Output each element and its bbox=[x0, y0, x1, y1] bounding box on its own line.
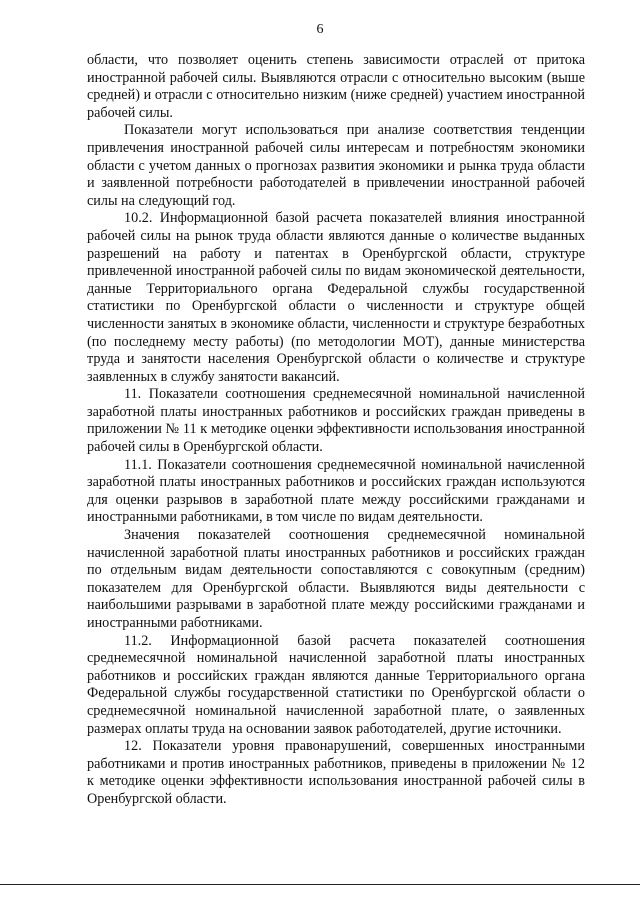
paragraph-12: 12. Показатели уровня правонарушений, совершенных иностранными работниками и против иностранных работников, приведены в приложении № 12 к методике оценки эффективности использования иностранной рабочей силы в Оренбургской области. bbox=[87, 738, 585, 807]
paragraph-10-2: 10.2. Информационной базой расчета показателей влияния иностранной рабочей силы на рынок труда области являются данные о количестве выданных разрешений на работу и патентах в Оренбургской области, структуре привлеченной иностранной рабочей силы по видам экономической деятельности, данные Территориального органа Федеральной службы государственной статистики по Оренбургской области о численности и структуре общей численности занятых в экономике области, численности и структуре безработных (по последнему месту работы) (по методологии МОТ), данные министерства труда и занятости населения Оренбургской области о количестве и структуре заявленных в службу занятости вакансий. bbox=[87, 210, 585, 385]
document-body bbox=[87, 52, 585, 809]
page-number: 6 bbox=[316, 22, 324, 37]
paragraph-11-1: 11.1. Показатели соотношения среднемесячной номинальной начисленной заработной платы иностранных работников и российских граждан используются для оценки разрывов в заработной плате между российскими гражданами и иностранными работниками, в том числе по видам деятельности. bbox=[87, 456, 585, 526]
paragraph-values: Значения показателей соотношения среднемесячной номинальной начисленной заработной платы иностранных работников и российских граждан по отдельным видам деятельности сопоставляются с совокупным (средним) показателем для Оренбургской области. Выявляются виды деятельности с наибольшими разрывами в заработной плате между российскими гражданами и иностранными работниками. bbox=[87, 527, 585, 631]
paragraph-11-2: 11.2. Информационной базой расчета показателей соотношения среднемесячной номинальной начисленной заработной платы иностранных работников и российских граждан являются данные Территориального органа Федеральной службы государственной статистики по Оренбургской области о среднемесячной номинальной начисленной заработной плате, о заявленных размерах оплаты труда на основании заявок работодателей, другие источники. bbox=[87, 632, 585, 737]
page-bottom-border bbox=[0, 884, 640, 885]
paragraph-usage: Показатели могут использоваться при анализе соответствия тенденции привлечения иностранной рабочей силы интересам и потребностям экономики области с учетом данных о прогнозах развития экономики и рынка труда области и заявленной потребности работодателей в привлечении иностранной рабочей силы на следующий год. bbox=[87, 122, 585, 209]
paragraph-continuation: области, что позволяет оценить степень зависимости отраслей от притока иностранной рабочей силы. Выявляются отрасли с относительно высоким (выше средней) и отрасли с относительно низким (ниже средней) участием иностранной рабочей силы. bbox=[87, 52, 585, 121]
paragraph-11: 11. Показатели соотношения среднемесячной номинальной начисленной заработной платы иностранных работников и российских граждан приведены в приложении № 11 к методике оценки эффективности использования иностранной рабочей силы в Оренбургской области. bbox=[87, 386, 585, 456]
